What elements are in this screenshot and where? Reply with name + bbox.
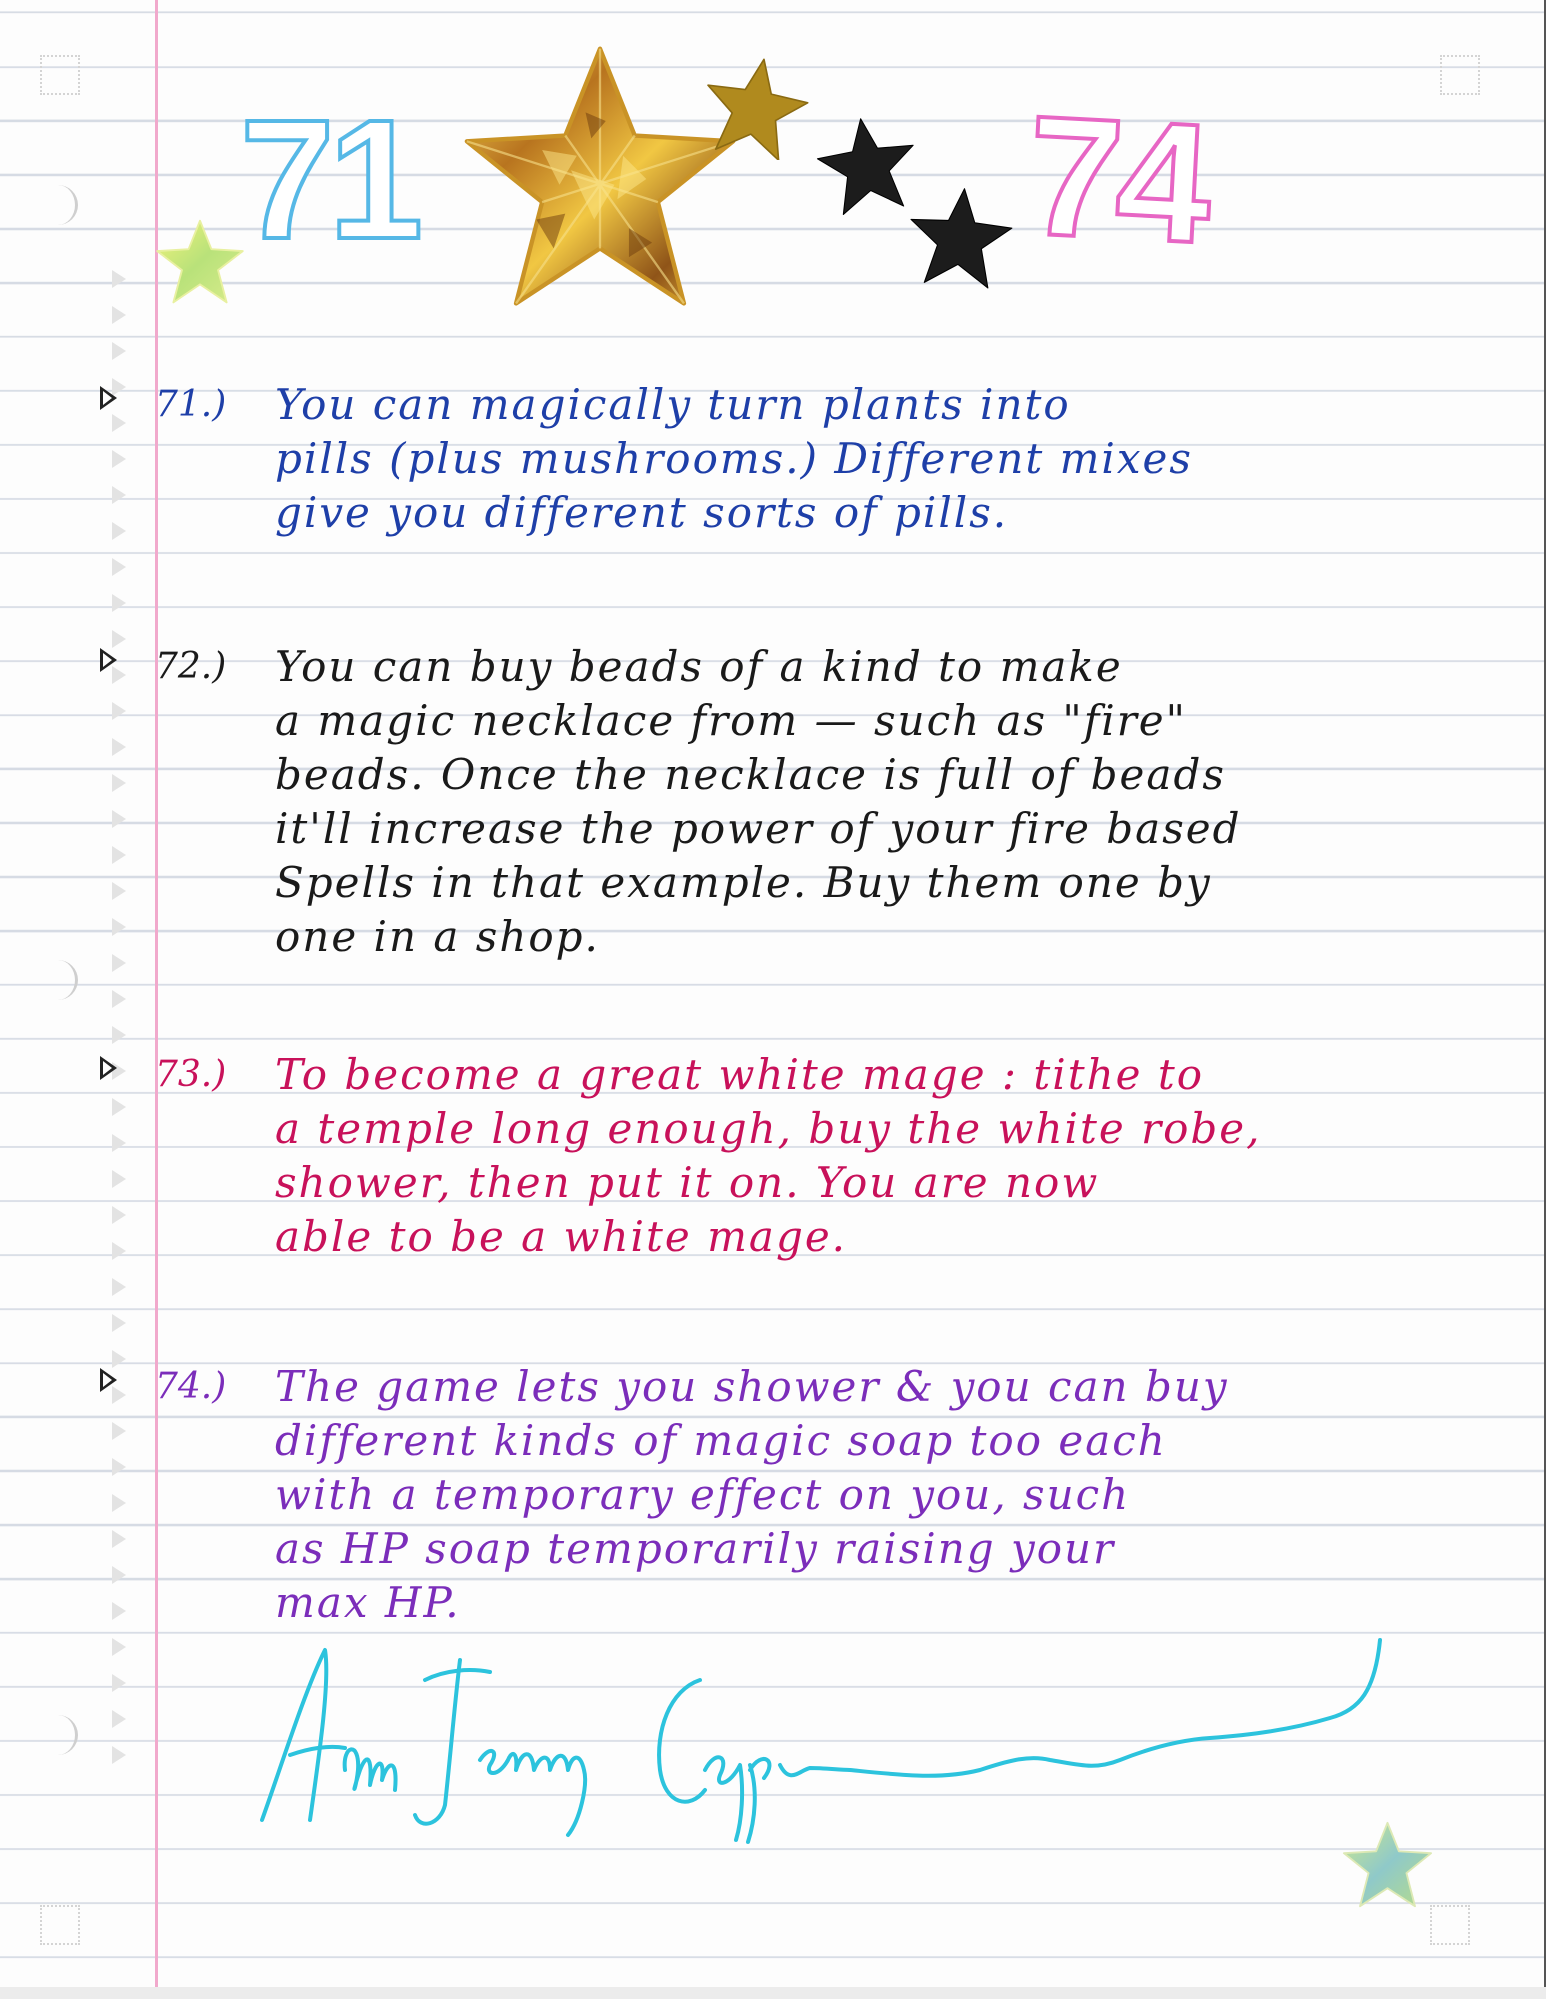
entry-line: able to be a white mage. [275,1212,848,1261]
margin-triangle-icon [112,414,126,432]
margin-triangle-icon [112,1098,126,1116]
margin-triangle-icon [112,1206,126,1224]
binder-hole-bottom [45,1715,78,1755]
margin-triangle-icon [112,954,126,972]
scan-corner-mark-bottom-right [1430,1905,1470,1945]
scan-corner-mark-top-left [40,55,80,95]
margin-triangle-icon [112,342,126,360]
entry-line: with a temporary effect on you, such [275,1470,1131,1519]
entry-text [275,640,1455,964]
entry-line: different kinds of magic soap too each [275,1416,1167,1465]
entry-text [275,1360,1455,1630]
margin-triangle-icon [112,1458,126,1476]
entry-line: as HP soap temporarily raising your [275,1524,1116,1573]
margin-triangle-icon [112,306,126,324]
bullet-triangle-icon [100,648,117,672]
scan-corner-mark-bottom-left [40,1905,80,1945]
margin-triangle-icon [112,1530,126,1548]
margin-triangle-icon [112,1494,126,1512]
binder-hole-middle [45,960,78,1000]
margin-triangle-icon [112,918,126,936]
entry-line: a magic necklace from — such as "fire" [275,696,1187,745]
entry-line: give you different sorts of pills. [275,488,1009,537]
entry-number: 73.) [155,1054,227,1095]
margin-triangle-icon [112,702,126,720]
margin-triangle-icon [112,1422,126,1440]
margin-triangle-icon [112,1638,126,1656]
entry-text [275,1048,1455,1264]
margin-triangle-icon [112,1242,126,1260]
margin-triangle-icon [112,1170,126,1188]
margin-triangle-icon [112,990,126,1008]
entry-number: 74.) [155,1366,227,1407]
margin-triangle-icon [112,1314,126,1332]
entry-number: 72.) [155,646,227,687]
gold-small-star-sticker [700,55,810,160]
margin-triangle-icon [112,1566,126,1584]
black-star-sticker-lower [905,185,1015,290]
margin-triangle-icon [112,1710,126,1728]
margin-triangle-icon [112,738,126,756]
margin-triangle-icon [112,846,126,864]
entry-text [275,378,1455,540]
margin-triangle-icon [112,1674,126,1692]
entry-number: 71.) [155,384,227,425]
entry-range-start-number: 71 [240,85,418,275]
margin-triangle-icon [112,1026,126,1044]
pastel-star-sticker-left [150,215,250,310]
entry-line: shower, then put it on. You are now [275,1158,1100,1207]
scan-bottom-edge [0,1987,1546,1999]
entry-line: pills (plus mushrooms.) Different mixes [275,434,1193,483]
handwritten-signature [250,1620,1450,1850]
bullet-triangle-icon [100,1056,117,1080]
entry-line: max HP. [275,1578,461,1627]
margin-triangle-icon [112,594,126,612]
binder-hole-top [45,185,78,225]
entry-line: it'll increase the power of your fire based [275,804,1242,853]
margin-triangle-icon [112,1746,126,1764]
entry-line: one in a shop. [275,912,600,961]
entry-line: You can buy beads of a kind to make [275,642,1123,691]
bullet-triangle-icon [100,386,117,410]
entry-line: You can magically turn plants into [275,380,1071,429]
entry-line: a temple long enough, buy the white robe, [275,1104,1262,1153]
printed-margin-triangles [112,270,142,1750]
margin-triangle-icon [112,774,126,792]
entry-line: The game lets you shower & you can buy [275,1362,1229,1411]
margin-triangle-icon [112,270,126,288]
margin-triangle-icon [112,1602,126,1620]
scan-corner-mark-top-right [1440,55,1480,95]
margin-triangle-icon [112,1278,126,1296]
bullet-triangle-icon [100,1368,117,1392]
margin-triangle-icon [112,486,126,504]
margin-triangle-icon [112,630,126,648]
margin-triangle-icon [112,558,126,576]
entry-line: To become a great white mage : tithe to [275,1050,1205,1099]
margin-triangle-icon [112,450,126,468]
margin-triangle-icon [112,882,126,900]
entry-range-end-number: 74 [1023,80,1210,280]
margin-triangle-icon [112,810,126,828]
margin-triangle-icon [112,1350,126,1368]
entry-line: Spells in that example. Buy them one by [275,858,1212,907]
margin-triangle-icon [112,1134,126,1152]
entry-line: beads. Once the necklace is full of beads [275,750,1226,799]
margin-triangle-icon [112,522,126,540]
